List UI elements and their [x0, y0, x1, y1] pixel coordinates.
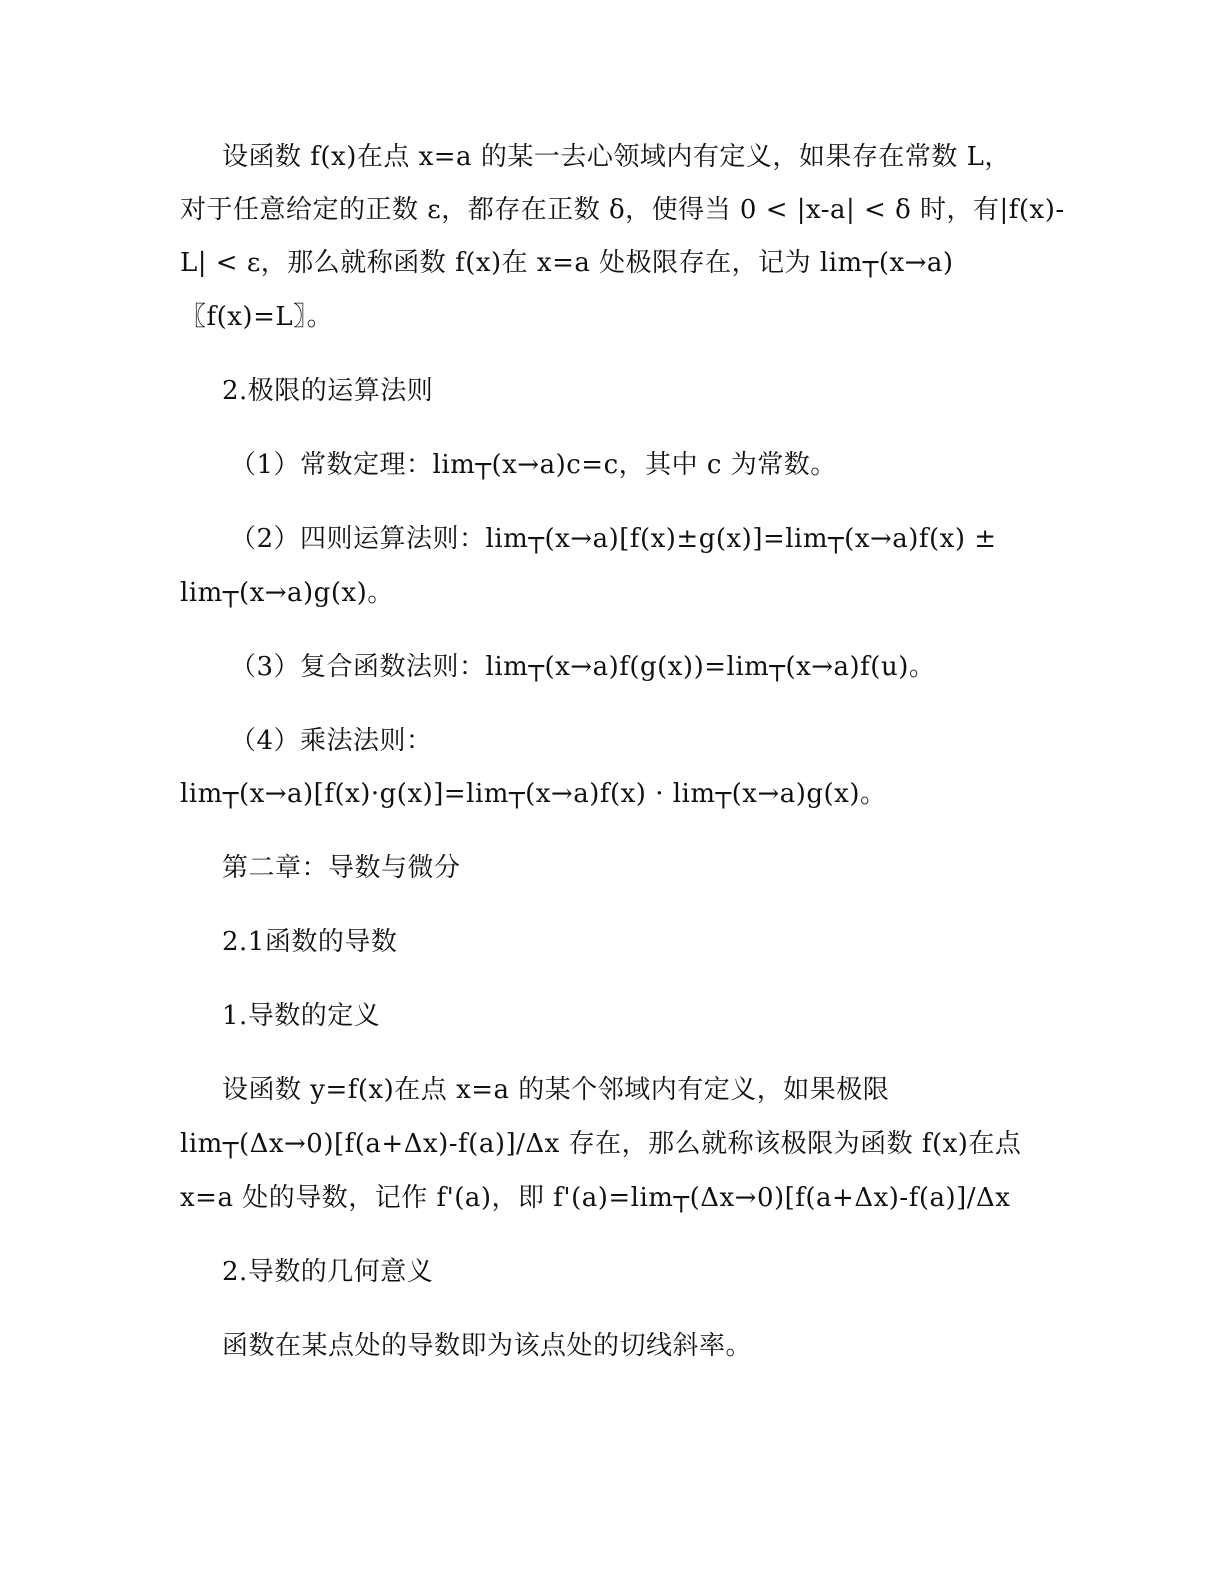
limit-definition-line-1: 设函数 f(x)在点 x=a 的某一去心领域内有定义，如果存在常数 L，	[222, 142, 1011, 172]
rule-arithmetic-line-2: lim┬(x→a)g(x)。	[180, 578, 394, 608]
derivative-definition-line-2: lim┬(Δx→0)[f(a+Δx)-f(a)]/Δx 存在，那么就称该极限为函数 f(x)在点	[180, 1129, 1022, 1159]
section-heading-limit-rules: 2.极限的运算法则	[222, 376, 434, 406]
limit-definition-line-2: 对于任意给定的正数 ε，都存在正数 δ，使得当 0 < |x-a| < δ 时，有|f(x)-	[180, 195, 1065, 225]
subsection-heading-definition: 1.导数的定义	[222, 1001, 381, 1031]
rule-composite: （3）复合函数法则：lim┬(x→a)f(g(x))=lim┬(x→a)f(u)。	[230, 652, 936, 682]
limit-definition-line-4: 〖f(x)=L〗。	[180, 302, 334, 332]
chapter-heading: 第二章：导数与微分	[222, 853, 461, 883]
section-heading-derivative: 2.1函数的导数	[222, 927, 398, 957]
rule-multiplication-heading: （4）乘法法则：	[230, 726, 433, 756]
rule-multiplication-formula: lim┬(x→a)[f(x)·g(x)]=lim┬(x→a)f(x) · lim┬(x→a)g(x)。	[180, 779, 887, 809]
rule-constant: （1）常数定理：lim┬(x→a)c=c，其中 c 为常数。	[230, 450, 837, 480]
subsection-heading-geometric-meaning: 2.导数的几何意义	[222, 1257, 434, 1287]
rule-arithmetic-line-1: （2）四则运算法则：lim┬(x→a)[f(x)±g(x)]=lim┬(x→a)f(x) ±	[230, 524, 997, 554]
derivative-definition-line-3: x=a 处的导数，记作 f'(a)，即 f'(a)=lim┬(Δx→0)[f(a+Δx)-f(a)]/Δx	[180, 1183, 1011, 1213]
limit-definition-line-3: L| < ε，那么就称函数 f(x)在 x=a 处极限存在，记为 lim┬(x→a)	[180, 248, 954, 278]
derivative-definition-line-1: 设函数 y=f(x)在点 x=a 的某个邻域内有定义，如果极限	[222, 1075, 890, 1105]
geometric-meaning-text: 函数在某点处的导数即为该点处的切线斜率。	[222, 1331, 753, 1361]
